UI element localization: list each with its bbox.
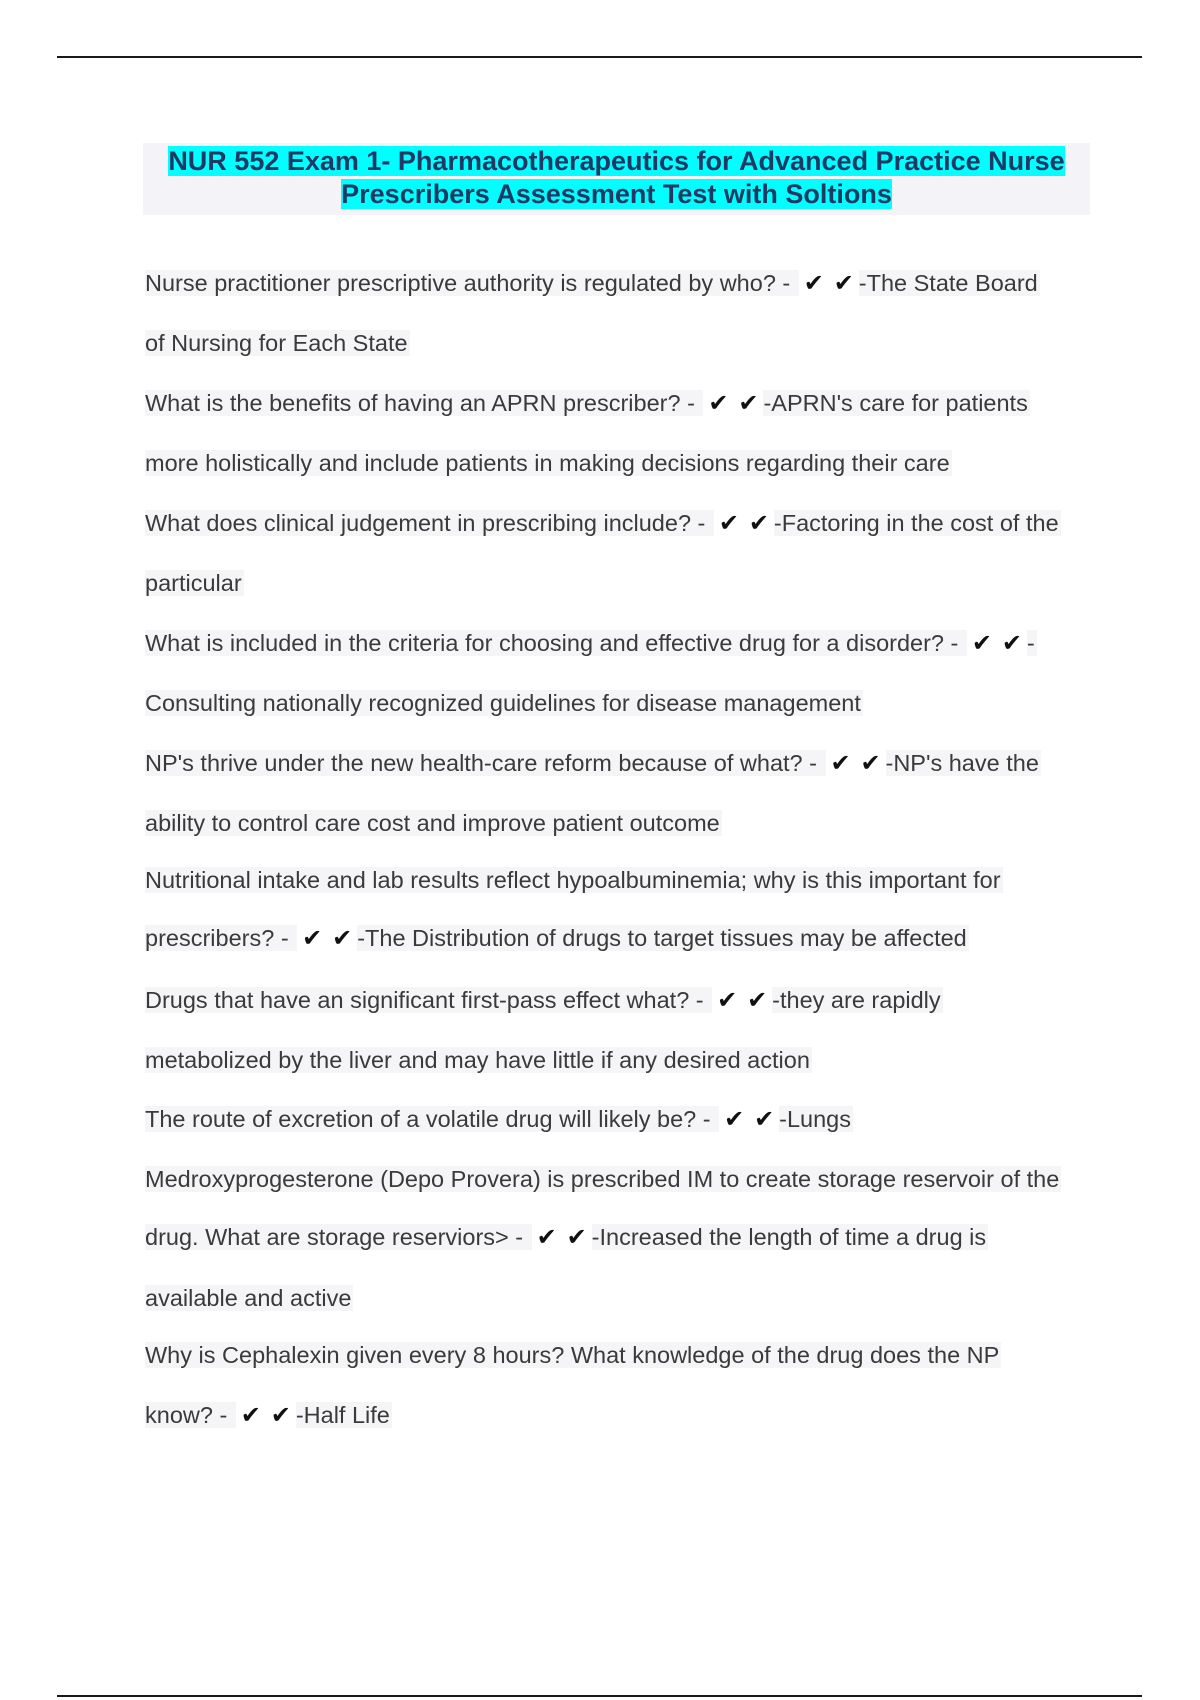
qa-answer: -Increased the length of time a drug is <box>591 1224 987 1250</box>
qa-answer: -APRN's care for patients <box>763 390 1028 416</box>
qa-text: prescribers? - <box>145 925 296 951</box>
qa-line <box>145 448 952 478</box>
qa-line <box>145 508 1061 538</box>
qa-text: Drugs that have an significant first-pass effect what? - <box>145 987 711 1013</box>
qa-text: What is the benefits of having an APRN prescriber? - <box>145 390 702 416</box>
qa-line <box>145 1340 1001 1370</box>
qa-line <box>145 865 1003 895</box>
qa-text: NP's thrive under the new health-care reform because of what? - <box>145 750 824 776</box>
qa-answer: -The State Board <box>858 270 1038 296</box>
checkmark-icon: ✔ <box>717 986 738 1014</box>
qa-line <box>145 985 943 1015</box>
checkmark-icon: ✔ <box>860 749 881 777</box>
qa-line <box>145 923 969 953</box>
qa-answer: -Lungs <box>779 1106 851 1132</box>
checkmark-icon: ✔ <box>833 269 854 297</box>
qa-text: Why is Cephalexin given every 8 hours? What knowledge of the drug does the NP <box>145 1342 1000 1368</box>
qa-text: What is included in the criteria for choosing and effective drug for a disorder? - <box>145 630 965 656</box>
checkmark-icon: ✔ <box>718 509 739 537</box>
checkmark-icon: ✔ <box>536 1223 557 1251</box>
checkmark-icon: ✔ <box>830 749 851 777</box>
checkmark-icon: ✔ <box>566 1223 587 1251</box>
checkmark-icon: ✔ <box>754 1105 775 1133</box>
bottom-rule <box>57 1695 1142 1697</box>
title-line-1: NUR 552 Exam 1- Pharmacotherapeutics for Advanced Practice Nurse <box>168 146 1065 176</box>
qa-text: Medroxyprogesterone (Depo Provera) is prescribed IM to create storage reservoir of the <box>145 1166 1060 1192</box>
qa-text: Consulting nationally recognized guidelines for disease management <box>145 690 861 716</box>
qa-line <box>145 388 1030 418</box>
qa-text: available and active <box>145 1285 352 1311</box>
qa-text: Nurse practitioner prescriptive authority is regulated by who? - <box>145 270 797 296</box>
checkmark-icon: ✔ <box>803 269 824 297</box>
qa-text: know? - <box>145 1402 234 1428</box>
qa-line <box>145 328 410 358</box>
checkmark-icon: ✔ <box>738 389 759 417</box>
qa-line <box>145 1164 1061 1194</box>
qa-text: of Nursing for Each State <box>145 330 408 356</box>
qa-answer: -The Distribution of drugs to target tissues may be affected <box>357 925 967 951</box>
qa-line <box>145 1045 812 1075</box>
qa-line <box>145 748 1041 778</box>
qa-answer: -they are rapidly <box>772 987 941 1013</box>
qa-answer: - <box>1026 630 1035 656</box>
checkmark-icon: ✔ <box>302 924 323 952</box>
qa-answer: -Half Life <box>295 1402 390 1428</box>
qa-line <box>145 1400 392 1430</box>
qa-line <box>145 688 863 718</box>
checkmark-icon: ✔ <box>748 509 769 537</box>
qa-answer: -NP's have the <box>885 750 1039 776</box>
checkmark-icon: ✔ <box>1001 629 1022 657</box>
checkmark-icon: ✔ <box>708 389 729 417</box>
qa-text: particular <box>145 570 242 596</box>
qa-line <box>145 568 244 598</box>
title-line-2: Prescribers Assessment Test with Soltions <box>341 179 892 209</box>
qa-line <box>145 808 722 838</box>
qa-line <box>145 1222 988 1252</box>
top-rule <box>57 56 1142 58</box>
checkmark-icon: ✔ <box>724 1105 745 1133</box>
qa-line <box>145 1104 853 1134</box>
checkmark-icon: ✔ <box>971 629 992 657</box>
qa-text: What does clinical judgement in prescribing include? - <box>145 510 712 536</box>
qa-line <box>145 268 1040 298</box>
qa-text: more holistically and include patients in making decisions regarding their care <box>145 450 950 476</box>
checkmark-icon: ✔ <box>332 924 353 952</box>
qa-text: Nutritional intake and lab results reflect hypoalbuminemia; why is this important for <box>145 867 1001 893</box>
checkmark-icon: ✔ <box>270 1401 291 1429</box>
qa-line <box>145 1283 353 1313</box>
qa-text: metabolized by the liver and may have little if any desired action <box>145 1047 810 1073</box>
qa-text: The route of excretion of a volatile drug will likely be? - <box>145 1106 718 1132</box>
document-title <box>143 143 1090 215</box>
qa-line <box>145 628 1037 658</box>
checkmark-icon: ✔ <box>747 986 768 1014</box>
qa-text: ability to control care cost and improve patient outcome <box>145 810 720 836</box>
qa-text: drug. What are storage reserviors> - <box>145 1224 530 1250</box>
checkmark-icon: ✔ <box>240 1401 261 1429</box>
qa-answer: -Factoring in the cost of the <box>773 510 1059 536</box>
